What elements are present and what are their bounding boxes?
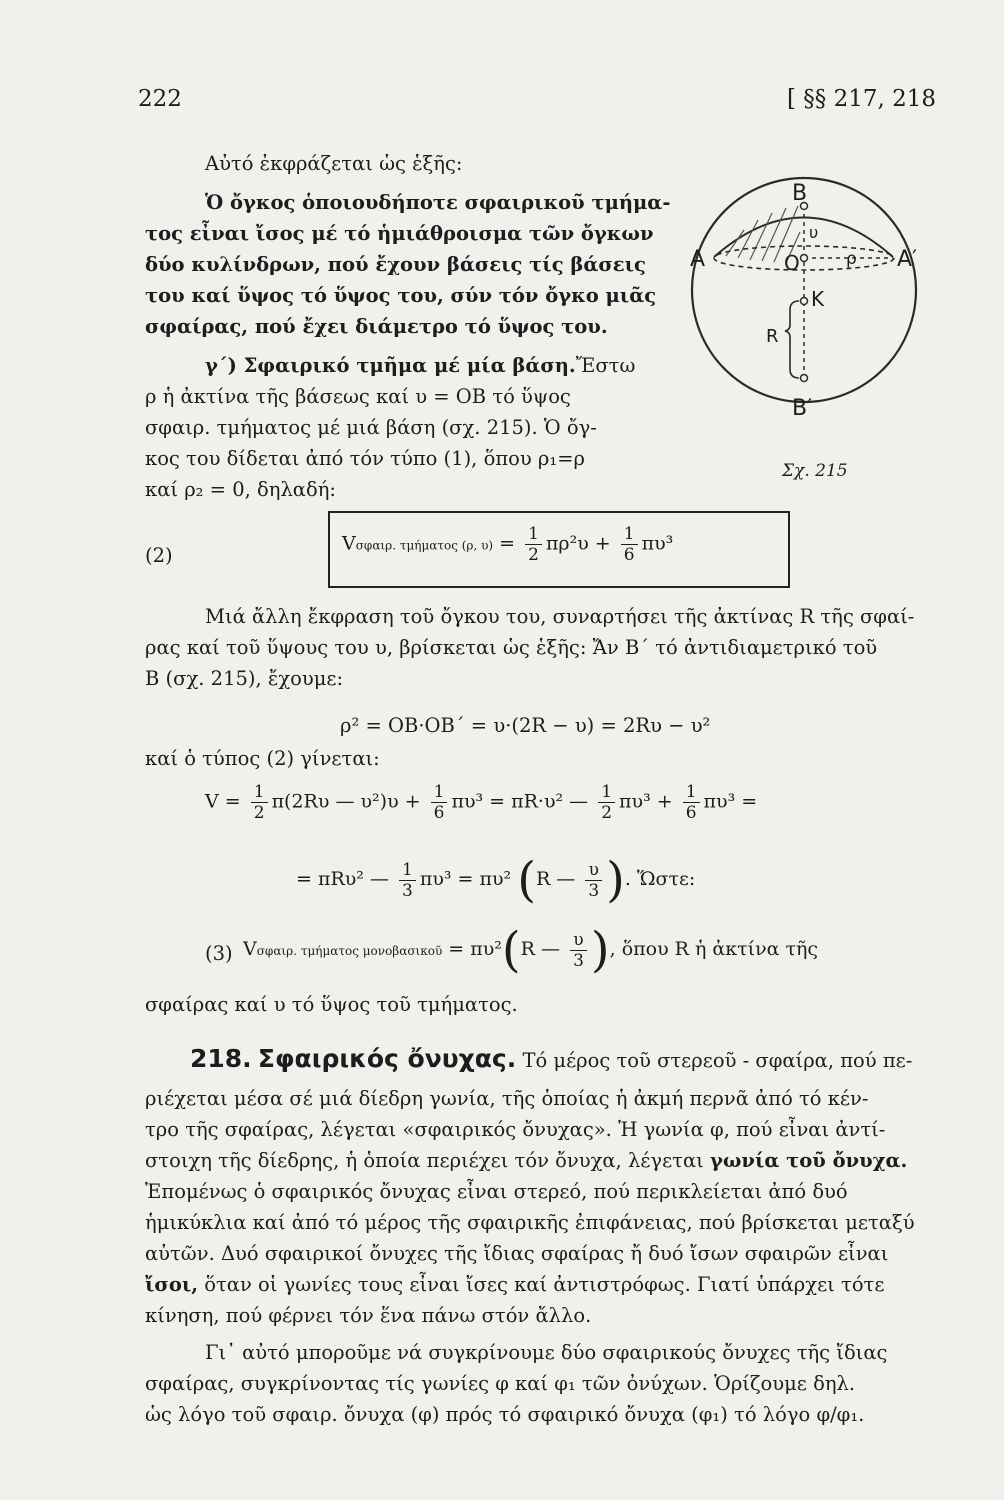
v-derivation-line-2: = πRυ² — $\frac{1}{3}$ πυ³ = πυ² (R — $\frac{\upsilon}{3}$ ). Ὥστε: bbox=[296, 852, 696, 908]
kai-line: καί ὁ τύπος (2) γίνεται: bbox=[145, 747, 380, 770]
point-b-prime bbox=[801, 375, 808, 382]
gamma-line: σφαιρ. τμήματος μέ μιά βάση (σχ. 215). Ὁ ὄγ- bbox=[145, 416, 597, 439]
theorem-line: τος εἶναι ἴσος μέ τό ἡμιάθροισμα τῶν ὄγκων bbox=[145, 222, 654, 245]
theorem-line: δύο κυλίνδρων, πού ἔχουν βάσεις τίς βάσεις bbox=[145, 253, 646, 276]
section-218-line: ριέχεται μέσα σέ μιά δίεδρη γωνία, τῆς ὁποίας ἡ ἀκμή περνᾶ ἀπό τό κέν- bbox=[145, 1087, 869, 1110]
section-218-heading-line bbox=[190, 1043, 912, 1076]
point-k bbox=[801, 298, 808, 305]
equation-3: Vσφαιρ. τμήματος μονοβασικοῦ = πυ²(R — $\frac{\upsilon}{3}$ ), ὅπου R ἡ ἀκτίνα τῆς bbox=[243, 922, 819, 978]
equation-3-label: (3) bbox=[205, 942, 233, 965]
label-a: A bbox=[690, 247, 706, 272]
label-k: K bbox=[811, 287, 825, 311]
final-paragraph-line: σφαίρας, συγκρίνοντας τίς γωνίες φ καί φ₁ τῶν ὀνύχων. Ὁρίζουμε δηλ. bbox=[145, 1372, 856, 1395]
label-o: O bbox=[784, 251, 800, 275]
eq3-continuation: σφαίρας καί υ τό ὕψος τοῦ τμήματος. bbox=[145, 993, 518, 1016]
intro-line: Αὐτό ἐκφράζεται ὡς ἑξῆς: bbox=[205, 152, 463, 175]
label-a-prime: A′ bbox=[897, 247, 918, 272]
final-paragraph-line: ὡς λόγο τοῦ σφαιρ. ὄνυχα (φ) πρός τό σφαιρικό ὄνυχα (φ₁) τό λόγο φ/φ₁. bbox=[145, 1403, 865, 1426]
radius-brace bbox=[785, 301, 799, 378]
page-number: 222 bbox=[138, 86, 182, 112]
gamma-line: κος του δίδεται ἀπό τόν τύπο (1), ὅπου ρ₁=ρ bbox=[145, 447, 586, 470]
eq2-term2: πυ³ bbox=[641, 532, 674, 555]
v-derivation-line-1: V = $\frac{1}{2}$ π(2Rυ — υ²)υ + $\frac{1}{6}$ πυ³ = πR·υ² — $\frac{1}{2}$ πυ³ + $\frac{1}{6}$ πυ³ = bbox=[205, 782, 758, 823]
theorem-line: σφαίρας, πού ἔχει διάμετρο τό ὕψος του. bbox=[145, 315, 608, 338]
gamma-after-heading: Ἔστω bbox=[575, 354, 636, 377]
eq2-term1: πρ²υ + bbox=[545, 532, 611, 555]
section-218-line1: Τό μέρος τοῦ στερεοῦ - σφαίρα, πού πε- bbox=[522, 1049, 913, 1072]
label-b: B bbox=[792, 181, 808, 206]
eq2-equals: = bbox=[499, 532, 516, 555]
section-reference: [ §§ 217, 218 bbox=[786, 86, 936, 112]
section-218-line: ἴσοι, ὅταν οἱ γωνίες τους εἶναι ἴσες καί ἀντιστρόφως. Γιατί ὑπάρχει τότε bbox=[145, 1273, 885, 1296]
equation-2-label: (2) bbox=[145, 544, 173, 567]
gamma-line: ρ ἡ ἀκτίνα τῆς βάσεως καί υ = ΟΒ τό ὕψος bbox=[145, 385, 571, 408]
section-218-line: αὐτῶν. Δυό σφαιρικοί ὄνυχες τῆς ἴδιας σφαίρας ἤ δυό ἴσων σφαιρῶν εἶναι bbox=[145, 1242, 889, 1265]
eq2-frac2: $\frac{1}{6}$ bbox=[621, 524, 638, 565]
para2-line: ρας καί τοῦ ὕψους του υ, βρίσκεται ὡς ἑξῆς: Ἄν B΄ τό ἀντιδιαμετρικό τοῦ bbox=[145, 636, 878, 659]
point-o bbox=[801, 255, 808, 262]
label-rho: ρ bbox=[846, 249, 857, 269]
section-218-line: κίνηση, πού φέρνει τόν ἕνα πάνω στόν ἄλλο. bbox=[145, 1304, 592, 1327]
angle-definition: γωνία τοῦ ὄνυχα. bbox=[709, 1149, 908, 1172]
para2-line: B (σχ. 215), ἔχουμε: bbox=[145, 667, 344, 690]
equation-2 bbox=[342, 524, 673, 565]
section-218-number: 218. bbox=[190, 1044, 252, 1073]
eq2-subscript: σφαιρ. τμήματος (ρ, υ) bbox=[355, 538, 494, 553]
gamma-line: καί ρ₂ = 0, δηλαδή: bbox=[145, 478, 336, 501]
label-r: R bbox=[766, 326, 779, 347]
final-paragraph-line: Γι᾽ αὐτό μποροῦμε νά συγκρίνουμε δύο σφαιρικούς ὄνυχες τῆς ἴδιας bbox=[205, 1341, 888, 1364]
eq2-lhs: V bbox=[342, 532, 356, 555]
section-218-line: Ἑπομένως ὁ σφαιρικός ὄνυχας εἶναι στερεό, πού περικλείεται ἀπό δυό bbox=[145, 1180, 848, 1203]
theorem-line: του καί ὕψος τό ὕψος του, σύν τόν ὄγκο μιᾶς bbox=[145, 284, 657, 307]
rho-equation: ρ² = OB·OB΄ = υ·(2R − υ) = 2Rυ − υ² bbox=[340, 714, 711, 737]
gamma-heading: γ΄) Σφαιρικό τμῆμα μέ μία βάση. bbox=[205, 354, 576, 377]
sphere-segment-figure bbox=[686, 170, 922, 490]
section-218-title: Σφαιρικός ὄνυχας. bbox=[257, 1044, 517, 1073]
figure-caption: Σχ. 215 bbox=[782, 461, 848, 481]
para2-line: Μιά ἄλλη ἔκφραση τοῦ ὄγκου του, συναρτήσει τῆς ἀκτίνας R τῆς σφαί- bbox=[205, 605, 915, 628]
gamma-first-line bbox=[205, 350, 635, 381]
label-upsilon: υ bbox=[809, 223, 819, 242]
eq2-frac1: $\frac{1}{2}$ bbox=[525, 524, 542, 565]
theorem-line: Ὁ ὄγκος ὁποιουδήποτε σφαιρικοῦ τμήμα- bbox=[205, 191, 671, 214]
section-218-line: στοιχη τῆς δίεδρης, ἡ ὁποία περιέχει τόν ὄνυχα, λέγεται γωνία τοῦ ὄνυχα. bbox=[145, 1149, 908, 1172]
equal-definition: ἴσοι, bbox=[145, 1273, 199, 1296]
section-218-line: ἡμικύκλια καί ἀπό τό μέρος τῆς σφαιρικῆς ἐπιφάνειας, πού βρίσκεται μεταξύ bbox=[145, 1211, 915, 1234]
label-b-prime: B′ bbox=[792, 396, 813, 421]
page-header bbox=[138, 86, 936, 116]
section-218-line: τρο τῆς σφαίρας, λέγεται «σφαιρικός ὄνυχας». Ἡ γωνία φ, πού εἶναι ἀντί- bbox=[145, 1118, 886, 1141]
